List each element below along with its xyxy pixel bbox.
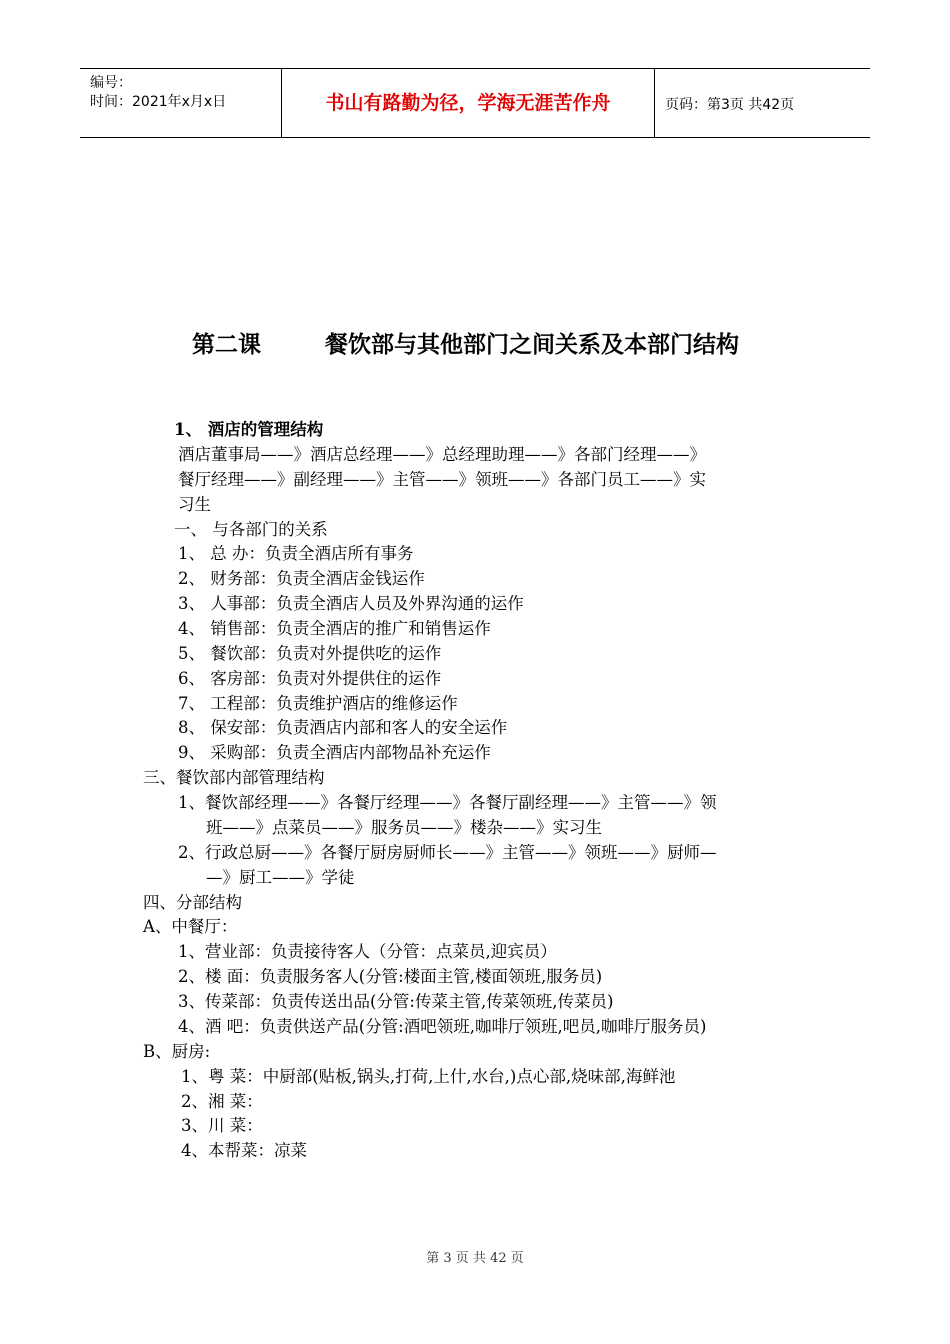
- subsection-heading: A、中餐厅：: [143, 917, 238, 936]
- list-item: 4、本帮菜：凉菜: [181, 1141, 307, 1160]
- list-item: 6、 客房部：负责对外提供住的运作: [178, 669, 442, 688]
- motto: 书山有路勤为径，学海无涯苦作舟: [282, 69, 655, 137]
- page-info: 页码：第3页 共42页: [665, 97, 795, 113]
- section-heading: 1、 酒店的管理结构: [174, 420, 324, 439]
- section-heading: 四、分部结构: [143, 893, 242, 912]
- section-heading: 三、餐饮部内部管理结构: [143, 768, 325, 787]
- subsection-heading: B、厨房:: [143, 1042, 211, 1061]
- list-item: 2、行政总厨——》各餐厅厨房厨师长——》主管——》领班——》厨师—: [178, 843, 717, 862]
- page-footer: 第 3 页 共 42 页: [426, 1251, 524, 1266]
- text-line: 餐厅经理——》副经理——》主管——》领班——》各部门员工——》实: [178, 470, 706, 489]
- header-meta-cell: [80, 69, 282, 137]
- text-line: 酒店董事局——》酒店总经理——》总经理助理——》各部门经理——》: [178, 445, 706, 464]
- list-item: 1、 总 办：负责全酒店所有事务: [178, 544, 414, 563]
- list-item-continued: —》厨工——》学徒: [206, 868, 355, 887]
- list-item-continued: 班——》点菜员——》服务员——》楼杂——》实习生: [206, 818, 602, 837]
- list-item: 4、 销售部：负责全酒店的推广和销售运作: [178, 619, 491, 638]
- header-table: [80, 68, 870, 138]
- code-label: 编号：: [90, 75, 132, 91]
- list-item: 3、 人事部：负责全酒店人员及外界沟通的运作: [178, 594, 524, 613]
- list-item: 8、 保安部：负责酒店内部和客人的安全运作: [178, 718, 508, 737]
- list-item: 3、传菜部：负责传送出品(分管:传菜主管,传菜领班,传菜员): [178, 992, 614, 1011]
- list-item: 1、粤 菜：中厨部(贴板,锅头,打荷,上什,水台,)点心部,烧味部,海鲜池: [181, 1067, 676, 1086]
- list-item: 3、川 菜：: [181, 1116, 263, 1135]
- list-item: 1、营业部：负责接待客人（分管：点菜员,迎宾员）: [178, 942, 557, 961]
- lesson-title: 第二课 餐饮部与其他部门之间关系及本部门结构: [192, 331, 740, 358]
- list-item: 2、楼 面：负责服务客人(分管:楼面主管,楼面领班,服务员): [178, 967, 603, 986]
- list-item: 2、 财务部：负责全酒店金钱运作: [178, 569, 425, 588]
- list-item: 9、 采购部：负责全酒店内部物品补充运作: [178, 743, 491, 762]
- list-item: 4、酒 吧：负责供送产品(分管:酒吧领班,咖啡厅领班,吧员,咖啡厅服务员): [178, 1017, 707, 1036]
- list-item: 5、 餐饮部：负责对外提供吃的运作: [178, 644, 442, 663]
- list-item: 7、 工程部：负责维护酒店的维修运作: [178, 694, 458, 713]
- text-line: 习生: [178, 495, 211, 514]
- section-heading: 一、 与各部门的关系: [174, 520, 328, 539]
- list-item: 1、餐饮部经理——》各餐厅经理——》各餐厅副经理——》主管——》领: [178, 793, 717, 812]
- time-label: 时间：2021年x月x日: [90, 94, 227, 110]
- list-item: 2、湘 菜：: [181, 1092, 263, 1111]
